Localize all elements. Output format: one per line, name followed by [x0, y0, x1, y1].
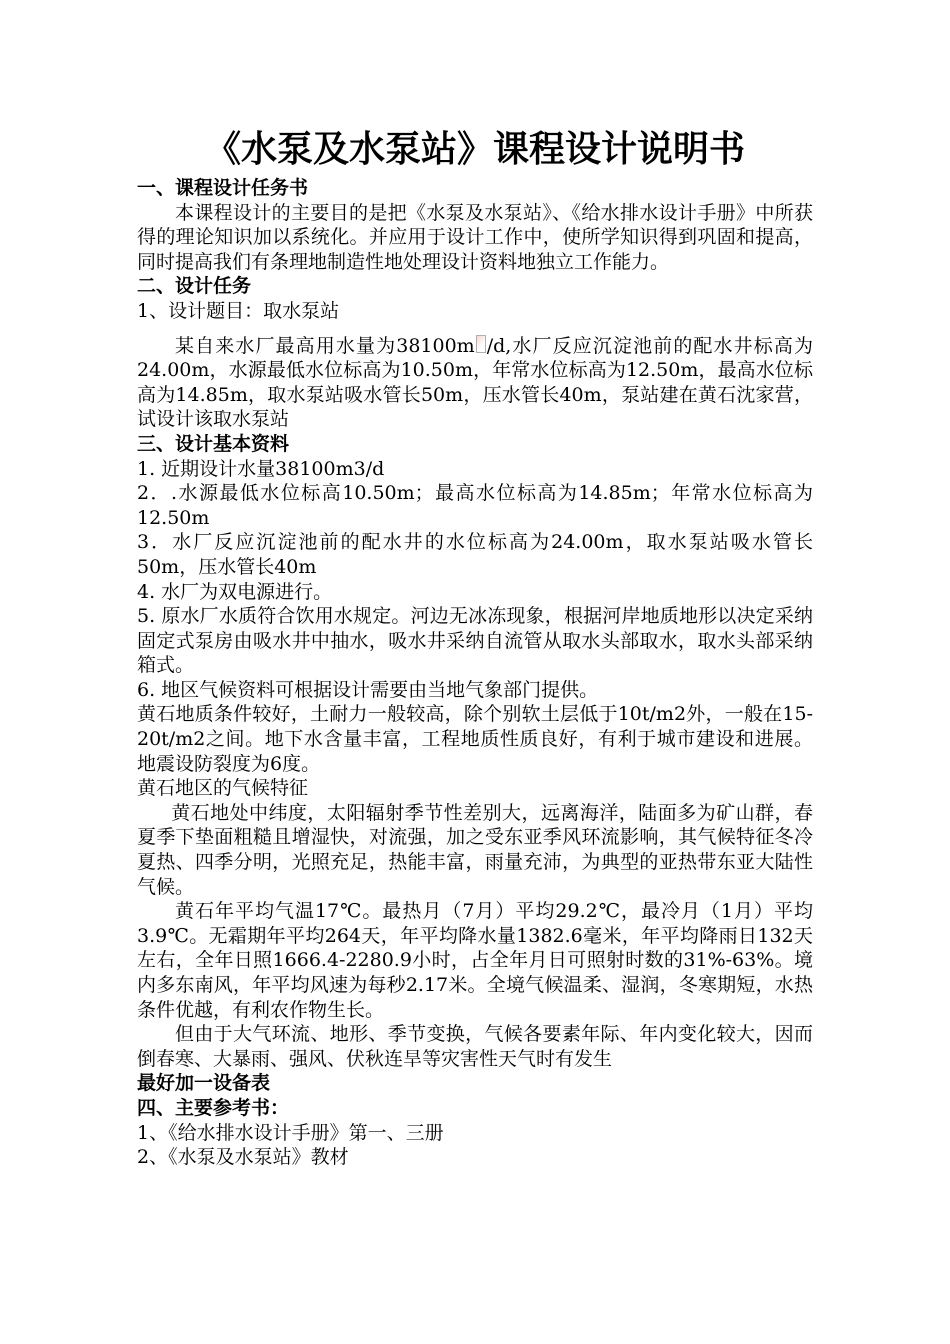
section-heading-4: 四、主要参考书：: [137, 1096, 290, 1119]
basic-data-item-6: 6. 地区气候资料可根据设计需要由当地气象部门提供。: [137, 678, 599, 701]
section-heading-1: 一、课程设计任务书: [137, 177, 309, 199]
design-task-text-end: /d,水厂反应沉淀池前的配水井标高为24.00m，水源最低水位标高为10.50m，年常水位标高为12.50m，最高水位标高为14.85m，取水泵站吸水管长50m，压水管长40m，泵站建在黄石沈家营，试设计该取水泵站: [137, 334, 813, 431]
basic-data-item-4: 4. 水厂为双电源进行。: [137, 580, 333, 603]
climate-paragraph-1: 黄石地处中纬度，太阳辐射季节性差别大，远离海洋，陆面多为矿山群，春夏季下垫面粗糙且增湿快，对流强，加之受东亚季风环流影响，其气候特征冬冷夏热、四季分明，光照充足，热能丰富，雨量充沛，为典型的亚热带东亚大陆性气候。: [137, 801, 813, 898]
basic-data-item-1: 1. 近期设计水量38100m3/d: [137, 457, 385, 480]
basic-data-item-5: 5. 原水厂水质符合饮用水规定。河边无冰冻现象，根据河岸地质地形以决定采纳固定式泵房由吸水井中抽水，吸水井采纳自流管从取水头部取水，取水头部采纳箱式。: [137, 605, 813, 677]
climate-paragraph-3: 但由于大气环流、地形、季节变换，气候各要素年际、年内变化较大，因而倒春寒、大暴雨、强风、伏秋连旱等灾害性天气时有发生: [137, 1023, 813, 1070]
climate-paragraph-2: 黄石年平均气温17℃。最热月（7月）平均29.2℃，最冷月（1月）平均3.9℃。无霜期年平均264天，年平均降水量1382.6毫米，年平均降雨日132天左右，全年日照1666.4-2280.9小时，占全年月日可照射时数的31%-63%。境内多东南风，年平均风速为每秒2.17米。全境气候温柔、湿润，冬寒期短，水热条件优越，有利农作物生长。: [137, 900, 813, 1021]
climate-heading: 黄石地区的气候特征: [137, 777, 309, 800]
geology-paragraph: 黄石地质条件较好，土耐力一般较高，除个别软土层低于10t/m2外，一般在15-20t/m2之间。地下水含量丰富，工程地质性质良好，有利于城市建设和进展。地震设防裂度为6度。: [137, 703, 813, 775]
section-heading-3: 三、设计基本资料: [137, 432, 290, 455]
design-topic: 1、设计题目：取水泵站: [137, 299, 340, 322]
document-body: [137, 176, 813, 1170]
section-1-paragraph: 本课程设计的主要目的是把《水泵及水泵站》、《给水排水设计手册》中所获得的理论知识加以系统化。并应用于设计工作中，使所学知识得到巩固和提高，同时提高我们有条理地制造性地处理设计资料地独立工作能力。: [137, 201, 813, 273]
basic-data-item-2: 2．.水源最低水位标高10.50m；最高水位标高为14.85m；年常水位标高为12.50m: [137, 482, 813, 529]
broken-image-icon: [476, 335, 486, 353]
basic-data-item-3: 3．水厂反应沉淀池前的配水井的水位标高为24.00m，取水泵站吸水管长50m，压水管长40m: [137, 531, 813, 578]
design-task-paragraph: [137, 334, 813, 432]
reference-item-2: 2、《水泵及水泵站》教材: [137, 1146, 349, 1169]
reference-item-1: 1、《给水排水设计手册》第一、三册: [137, 1121, 444, 1144]
equipment-table-note: 最好加一设备表: [137, 1072, 271, 1095]
design-task-text-start: 某自来水厂最高用水量为38100m: [175, 334, 475, 357]
page-title: 《水泵及水泵站》课程设计说明书: [204, 129, 745, 170]
section-heading-2: 二、设计任务: [137, 275, 252, 298]
